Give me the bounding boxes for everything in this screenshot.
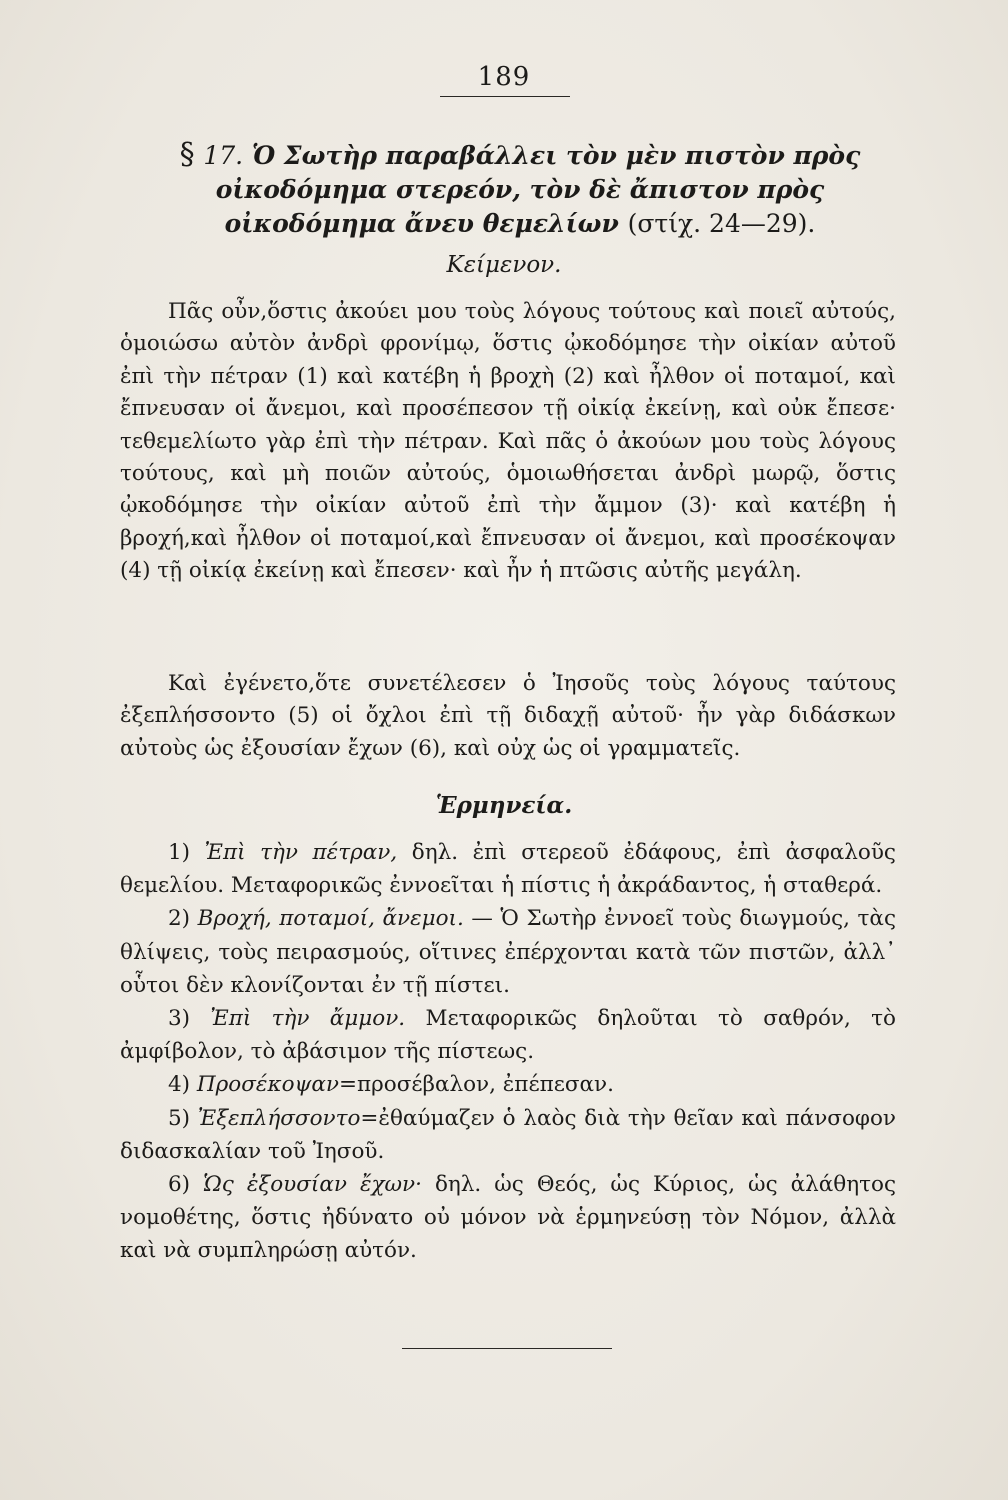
- note-number: 2): [168, 906, 191, 932]
- note-item: [120, 836, 896, 902]
- note-text: δηλ. ὡς Θεός, ὡς Κύριος, ὡς ἀλάθητος νομοθέτης, ὅστις ἠδύνατο οὐ μόνον νὰ ἑρμηνεύσῃ τὸν Νόμον, ἀλλὰ καὶ νὰ συμπληρώσῃ αὐτόν.: [120, 1172, 896, 1264]
- note-number: 1): [168, 840, 191, 865]
- note-term: Ἐξεπλήσσοντο: [197, 1105, 361, 1131]
- section-heading: [140, 138, 900, 241]
- section-symbol: §: [179, 137, 195, 172]
- note-term: Προσέκοψαν: [196, 1072, 339, 1098]
- note-number: 4): [168, 1072, 191, 1098]
- scripture-paragraph: Πᾶς οὖν,ὅστις ἀκούει μου τοὺς λόγους τούτους καὶ ποιεῖ αὐτούς, ὁμοιώσω αὐτὸν ἀνδρὶ φρονίμῳ, ὅστις ᾠκοδόμησε τὴν οἰκίαν αὐτοῦ ἐπὶ τὴν πέτραν (1) καὶ κατέβη ἡ βροχὴ (2) καὶ ἦλθον οἱ ποταμοί, καὶ ἔπνευσαν οἱ ἄνεμοι, καὶ προσέπεσον τῇ οἰκίᾳ ἐκείνῃ, καὶ οὐκ ἔπεσε· τεθεμελίωτο γὰρ ἐπὶ τὴν πέτραν. Καὶ πᾶς ὁ ἀκούων μου τοὺς λόγους τούτους, καὶ μὴ ποιῶν αὐτούς, ὁμοιωθήσεται ἀνδρὶ μωρῷ, ὅστις ᾠκοδόμησε τὴν οἰκίαν αὐτοῦ ἐπὶ τὴν ἄμμον (3)· καὶ κατέβη ἡ βροχή,καὶ ἦλθον οἱ ποταμοί,καὶ ἔπνευσαν οἱ ἄνεμοι, καὶ προσέκοψαν (4) τῇ οἰκίᾳ ἐκείνῃ καὶ ἔπεσεν· καὶ ἦν ἡ πτῶσις αὐτῆς μεγάλη.: [120, 299, 896, 584]
- note-text: =προσέβαλον, ἐπέπεσαν.: [338, 1072, 614, 1098]
- note-term: Βροχή, ποταμοί, ἄνεμοι.: [197, 906, 464, 932]
- scripture-text-continued: [120, 668, 896, 765]
- note-term: Ἐπὶ τὴν πέτραν,: [204, 840, 398, 865]
- commentary-title: Ἑρμηνεία.: [435, 792, 573, 819]
- note-item: [120, 902, 896, 1002]
- text-title: Κείμενον.: [446, 252, 562, 278]
- note-item: [120, 1102, 896, 1168]
- page-number: 189: [477, 62, 531, 92]
- verse-reference: (στίχ. 24—29).: [627, 209, 816, 238]
- top-divider: [440, 96, 570, 97]
- note-text: δηλ. ἐπὶ στερεοῦ ἐδάφους, ἐπὶ ἀσφαλοῦς θεμελίου. Μεταφορικῶς ἐννοεῖται ἡ πίστις ἡ ἀκράδαντος, ἡ σταθερά.: [120, 840, 896, 899]
- note-text: — Ὁ Σωτὴρ ἐννοεῖ τοὺς διωγμούς, τὰς θλίψεις, τοὺς πειρασμούς, οἵτινες ἐπέρχονται κατὰ τῶν πιστῶν, ἀλλ᾽ οὗτοι δὲν κλονίζονται ἐν τῇ πίστει.: [120, 906, 896, 998]
- note-number: 6): [168, 1172, 191, 1198]
- note-text: =ἐθαύμαζεν ὁ λαὸς διὰ τὴν θεῖαν καὶ πάνσοφον διδασκαλίαν τοῦ Ἰησοῦ.: [120, 1105, 896, 1164]
- bottom-divider: [402, 1348, 612, 1349]
- note-number: 5): [168, 1105, 191, 1131]
- note-item: [120, 1168, 896, 1268]
- note-item: [120, 1068, 896, 1101]
- note-term: Ἐπὶ τὴν ἄμμον.: [210, 1006, 406, 1032]
- note-number: 3): [168, 1006, 191, 1032]
- section-number: 17.: [203, 141, 244, 170]
- note-term: Ὡς ἐξουσίαν ἔχων·: [203, 1172, 422, 1198]
- scripture-paragraph: Καὶ ἐγένετο,ὅτε συνετέλεσεν ὁ Ἰησοῦς τοὺς λόγους ταύτους ἐξεπλήσσοντο (5) οἱ ὄχλοι ἐπὶ τῇ διδαχῇ αὐτοῦ· ἦν γὰρ διδάσκων αὐτοὺς ὡς ἐξουσίαν ἔχων (6), καὶ οὐχ ὡς οἱ γραμματεῖς.: [120, 671, 896, 761]
- note-text: Μεταφορικῶς δηλοῦται τὸ σαθρόν, τὸ ἀμφίβολον, τὸ ἀβάσιμον τῆς πίστεως.: [120, 1006, 896, 1065]
- section-title: Ὁ Σωτὴρ παραβάλλει τὸν μὲν πιστὸν πρὸς οἰκοδόμημα στερεόν, τὸν δὲ ἄπιστον πρὸς οἰκοδόμημα ἄνευ θεμελίων: [215, 141, 861, 238]
- note-item: [120, 1002, 896, 1068]
- commentary-notes: [120, 836, 896, 1268]
- scripture-text: [120, 296, 896, 588]
